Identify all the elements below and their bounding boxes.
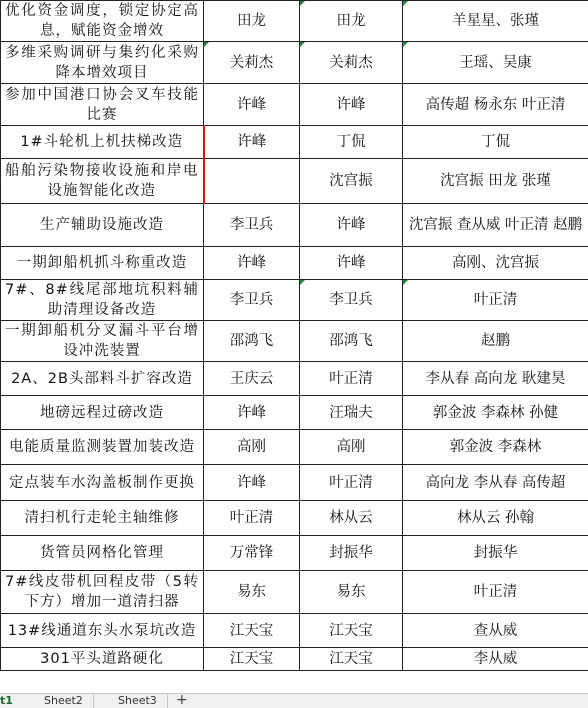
sheet-tab-current[interactable]: t1: [0, 694, 13, 707]
project-name-cell[interactable]: 301平头道路硬化: [1, 648, 204, 671]
leader-cell[interactable]: 江天宝: [300, 648, 403, 671]
sheet-tab-bar: [0, 693, 588, 708]
leader-cell[interactable]: 邵鸿飞: [300, 321, 403, 362]
responsible-cell[interactable]: 高刚: [204, 430, 300, 465]
project-name-cell[interactable]: 13#线通道东头水泵坑改造: [1, 614, 204, 648]
leader-cell[interactable]: 封振华: [300, 536, 403, 571]
members-cell[interactable]: 李从春 高向龙 耿建昊: [403, 362, 588, 396]
table-row: [1, 126, 588, 159]
responsible-cell[interactable]: 江天宝: [204, 614, 300, 648]
project-name-cell[interactable]: 清扫机行走轮主轴维修: [1, 501, 204, 536]
leader-cell[interactable]: 汪瑞夫: [300, 396, 403, 430]
leader-cell[interactable]: 关莉杰: [300, 42, 403, 84]
leader-cell[interactable]: 易东: [300, 571, 403, 614]
project-name-cell[interactable]: 1#斗轮机上机扶梯改造: [1, 126, 204, 159]
members-cell[interactable]: 郭金波 李森林: [403, 430, 588, 465]
members-cell[interactable]: 丁侃: [403, 126, 588, 159]
table-row: [1, 280, 588, 321]
responsible-cell[interactable]: 关莉杰: [204, 42, 300, 84]
leader-cell[interactable]: 许峰: [300, 204, 403, 247]
responsible-cell[interactable]: 叶正清: [204, 501, 300, 536]
members-cell[interactable]: 李从威: [403, 648, 588, 671]
leader-cell[interactable]: 田龙: [300, 1, 403, 42]
table-row: [1, 536, 588, 571]
members-cell[interactable]: 查从威: [403, 614, 588, 648]
responsible-cell[interactable]: 邵鸿飞: [204, 321, 300, 362]
table-row: [1, 465, 588, 501]
leader-cell[interactable]: 叶正清: [300, 362, 403, 396]
responsible-cell[interactable]: 万常锋: [204, 536, 300, 571]
table-row: [1, 204, 588, 247]
leader-cell[interactable]: 林从云: [300, 501, 403, 536]
sheet-tab-sheet2[interactable]: Sheet2: [34, 694, 94, 708]
responsible-cell[interactable]: 许峰: [204, 126, 300, 159]
project-name-cell[interactable]: 货管员网格化管理: [1, 536, 204, 571]
project-name-cell[interactable]: 船舶污染物接收设施和岸电设施智能化改造: [1, 159, 204, 204]
members-cell[interactable]: 叶正清: [403, 571, 588, 614]
responsible-cell[interactable]: 李卫兵: [204, 204, 300, 247]
leader-cell[interactable]: 叶正清: [300, 465, 403, 501]
add-sheet-icon[interactable]: +: [176, 692, 188, 708]
members-cell[interactable]: 羊星星、张瑾: [403, 1, 588, 42]
table-row: [1, 42, 588, 84]
table-row: [1, 1, 588, 42]
project-name-cell[interactable]: 多维采购调研与集约化采购降本增效项目: [1, 42, 204, 84]
responsible-cell[interactable]: 李卫兵: [204, 280, 300, 321]
project-name-cell[interactable]: 一期卸船机分叉漏斗平台增设冲洗装置: [1, 321, 204, 362]
table-row: [1, 571, 588, 614]
table-row: [1, 648, 588, 671]
project-name-cell[interactable]: 7#线皮带机回程皮带（5转下方）增加一道清扫器: [1, 571, 204, 614]
project-name-cell[interactable]: 定点装车水沟盖板制作更换: [1, 465, 204, 501]
members-cell[interactable]: 郭金波 李森林 孙健: [403, 396, 588, 430]
leader-cell[interactable]: 沈宫振: [300, 159, 403, 204]
responsible-cell[interactable]: 江天宝: [204, 648, 300, 671]
leader-cell[interactable]: 许峰: [300, 247, 403, 280]
project-name-cell[interactable]: 一期卸船机抓斗称重改造: [1, 247, 204, 280]
responsible-cell[interactable]: 许峰: [204, 84, 300, 126]
members-cell[interactable]: 林从云 孙翰: [403, 501, 588, 536]
members-cell[interactable]: 高刚、沈宫振: [403, 247, 588, 280]
project-name-cell[interactable]: 优化资金调度，锁定协定高息，赋能资金增效: [1, 1, 204, 42]
members-cell[interactable]: 沈宫振 查从威 叶正清 赵鹏: [403, 204, 588, 247]
table-row: [1, 614, 588, 648]
members-cell[interactable]: 王瑶、吴康: [403, 42, 588, 84]
table-row: [1, 321, 588, 362]
members-cell[interactable]: 沈宫振 田龙 张瑾: [403, 159, 588, 204]
responsible-cell[interactable]: 王庆云: [204, 362, 300, 396]
members-cell[interactable]: 叶正清: [403, 280, 588, 321]
table-row: [1, 362, 588, 396]
table-row: [1, 84, 588, 126]
responsible-cell[interactable]: 许峰: [204, 247, 300, 280]
members-cell[interactable]: 高向龙 李从春 高传超: [403, 465, 588, 501]
responsible-cell[interactable]: 许峰: [204, 396, 300, 430]
project-name-cell[interactable]: 生产辅助设施改造: [1, 204, 204, 247]
project-name-cell[interactable]: 参加中国港口协会叉车技能比赛: [1, 84, 204, 126]
responsible-cell[interactable]: 易东: [204, 571, 300, 614]
leader-cell[interactable]: 江天宝: [300, 614, 403, 648]
sheet-tab-sheet3[interactable]: Sheet3: [108, 694, 168, 708]
responsible-cell[interactable]: 田龙: [204, 1, 300, 42]
leader-cell[interactable]: 许峰: [300, 84, 403, 126]
members-cell[interactable]: 高传超 杨永东 叶正清: [403, 84, 588, 126]
table-row: [1, 501, 588, 536]
table-row: [1, 247, 588, 280]
project-name-cell[interactable]: 7#、8#线尾部地坑积料辅助清理设备改造: [1, 280, 204, 321]
leader-cell[interactable]: 丁侃: [300, 126, 403, 159]
responsible-cell[interactable]: 许峰: [204, 465, 300, 501]
table-row: [1, 159, 588, 204]
project-name-cell[interactable]: 2A、2B头部料斗扩容改造: [1, 362, 204, 396]
responsible-cell[interactable]: [204, 159, 300, 204]
table-row: [1, 396, 588, 430]
members-cell[interactable]: 赵鹏: [403, 321, 588, 362]
table-row: [1, 430, 588, 465]
project-name-cell[interactable]: 电能质量监测装置加装改造: [1, 430, 204, 465]
members-cell[interactable]: 封振华: [403, 536, 588, 571]
leader-cell[interactable]: 高刚: [300, 430, 403, 465]
project-name-cell[interactable]: 地磅远程过磅改造: [1, 396, 204, 430]
leader-cell[interactable]: 李卫兵: [300, 280, 403, 321]
